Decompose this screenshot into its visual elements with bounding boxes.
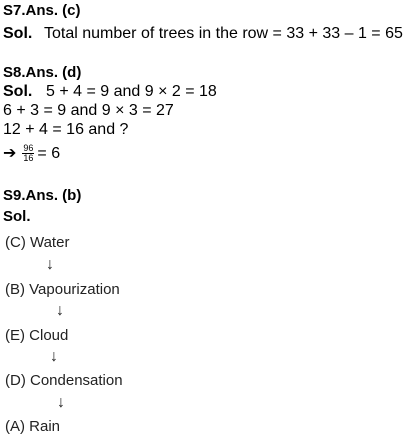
down-arrow-icon: ↓: [57, 394, 65, 411]
s7-sol-label: Sol.: [3, 25, 33, 42]
flow-step-4: (D) Condensation: [5, 372, 123, 389]
fraction-numerator: 96: [23, 143, 34, 154]
flow-step-1: (C) Water: [5, 234, 70, 251]
down-arrow-icon: ↓: [56, 302, 64, 319]
s7-solution-text: Total number of trees in the row = 33 + 33 – 1 = 65: [44, 25, 403, 42]
flow-step-2: (B) Vapourization: [5, 281, 120, 298]
s7-answer-heading: S7.Ans. (c): [3, 2, 81, 19]
s8-sol-label: Sol.: [3, 83, 33, 100]
s8-line-3: 12 + 4 = 16 and ?: [3, 121, 129, 138]
s8-answer-heading: S8.Ans. (d): [3, 64, 82, 81]
flow-step-5: (A) Rain: [5, 418, 61, 435]
fraction-denominator: 16: [23, 153, 34, 164]
down-arrow-icon: ↓: [50, 348, 58, 365]
s9-sol-label: Sol.: [3, 208, 31, 225]
s9-answer-heading: S9.Ans. (b): [3, 187, 82, 204]
s8-final-line: [3, 142, 60, 166]
down-arrow-icon: ↓: [46, 256, 54, 273]
flow-step-3: (E) Cloud: [5, 327, 69, 344]
right-arrow-icon: ➔: [3, 145, 17, 162]
s8-line-1: 5 + 4 = 9 and 9 × 2 = 18: [46, 83, 217, 100]
fraction-result: = 6: [37, 145, 61, 162]
fraction: [22, 144, 34, 163]
s8-line-2: 6 + 3 = 9 and 9 × 3 = 27: [3, 102, 174, 119]
